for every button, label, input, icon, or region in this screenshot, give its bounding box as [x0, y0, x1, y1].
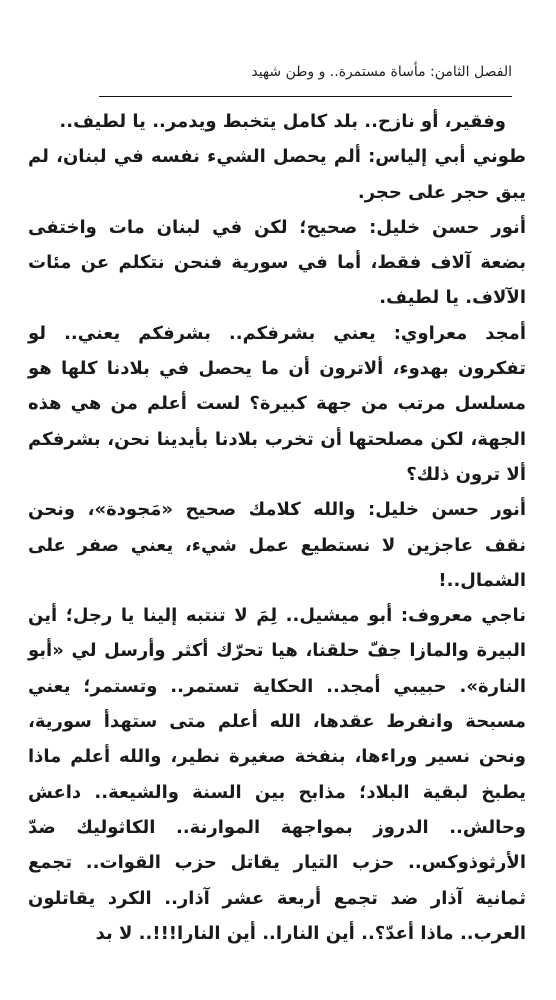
body-text [28, 104, 526, 951]
header-rule [99, 96, 512, 97]
paragraph-tony: طوني أبي إلياس: ألم يحصل الشيء نفسه في لبنان، لم يبق حجر على حجر. [28, 146, 526, 203]
running-header: الفصل الثامن: مأساة مستمرة.. و وطن شهيد [251, 64, 512, 80]
paragraph-anwar-1: أنور حسن خليل: صحيح؛ لكن في لبنان مات واختفى بضعة آلاف فقط، أما في سورية فنحن نتكلم عن مئات الآلاف. يا لطيف. [28, 216, 526, 309]
paragraph-continuation: وفقير، أو نازح.. بلد كامل يتخبط ويدمر.. يا لطيف.. [59, 111, 506, 132]
paragraph-amjad: أمجد معراوي: يعني بشرفكم.. بشرفكم يعني.. لو تفكرون بهدوء، ألاترون أن ما يحصل في بلادنا كلها هو مسلسل مرتب من جهة كبيرة؟ لست أعلم من هي هذه الجهة، لكن مصلحتها أن تخرب بلادنا بأيدينا نحن، بشرفكم ألا ترون ذلك؟ [28, 322, 526, 485]
paragraph-anwar-2: أنور حسن خليل: والله كلامك صحيح «مَجودة»، ونحن نقف عاجزين لا نستطيع عمل شيء، يعني صفر على الشمال..! [28, 499, 526, 591]
paragraph-naji: ناجي معروف: أبو ميشيل.. لِمَ لا تنتبه إلينا يا رجل؛ أين البيرة والمازا جفّ حلقنا، هيا تحرّك أكثر وأرسل لي «أبو النارة». حبيبي أمجد.. الحكاية تستمر.. وتستمر؛ يعني مسبحة وانفرط عقدها، الله أعلم متى ستهدأ سورية، ونحن نسير وراءها، بنفخة صغيرة نطير، والله أعلم ماذا يطبخ لبقية البلاد؛ مذابح بين السنة والشيعة.. داعش وحالش.. الدروز بمواجهة الموارنة.. الكاثوليك ضدّ الأرثوذوكس.. حزب التيار يقاتل حزب القوات.. تجمع ثمانية آذار ضد تجمع أربعة عشر آذار.. الكرد يقاتلون العرب.. ماذا أعدّ؟.. أين النارا.. أين النارا!!!.. لا بد [28, 605, 526, 944]
